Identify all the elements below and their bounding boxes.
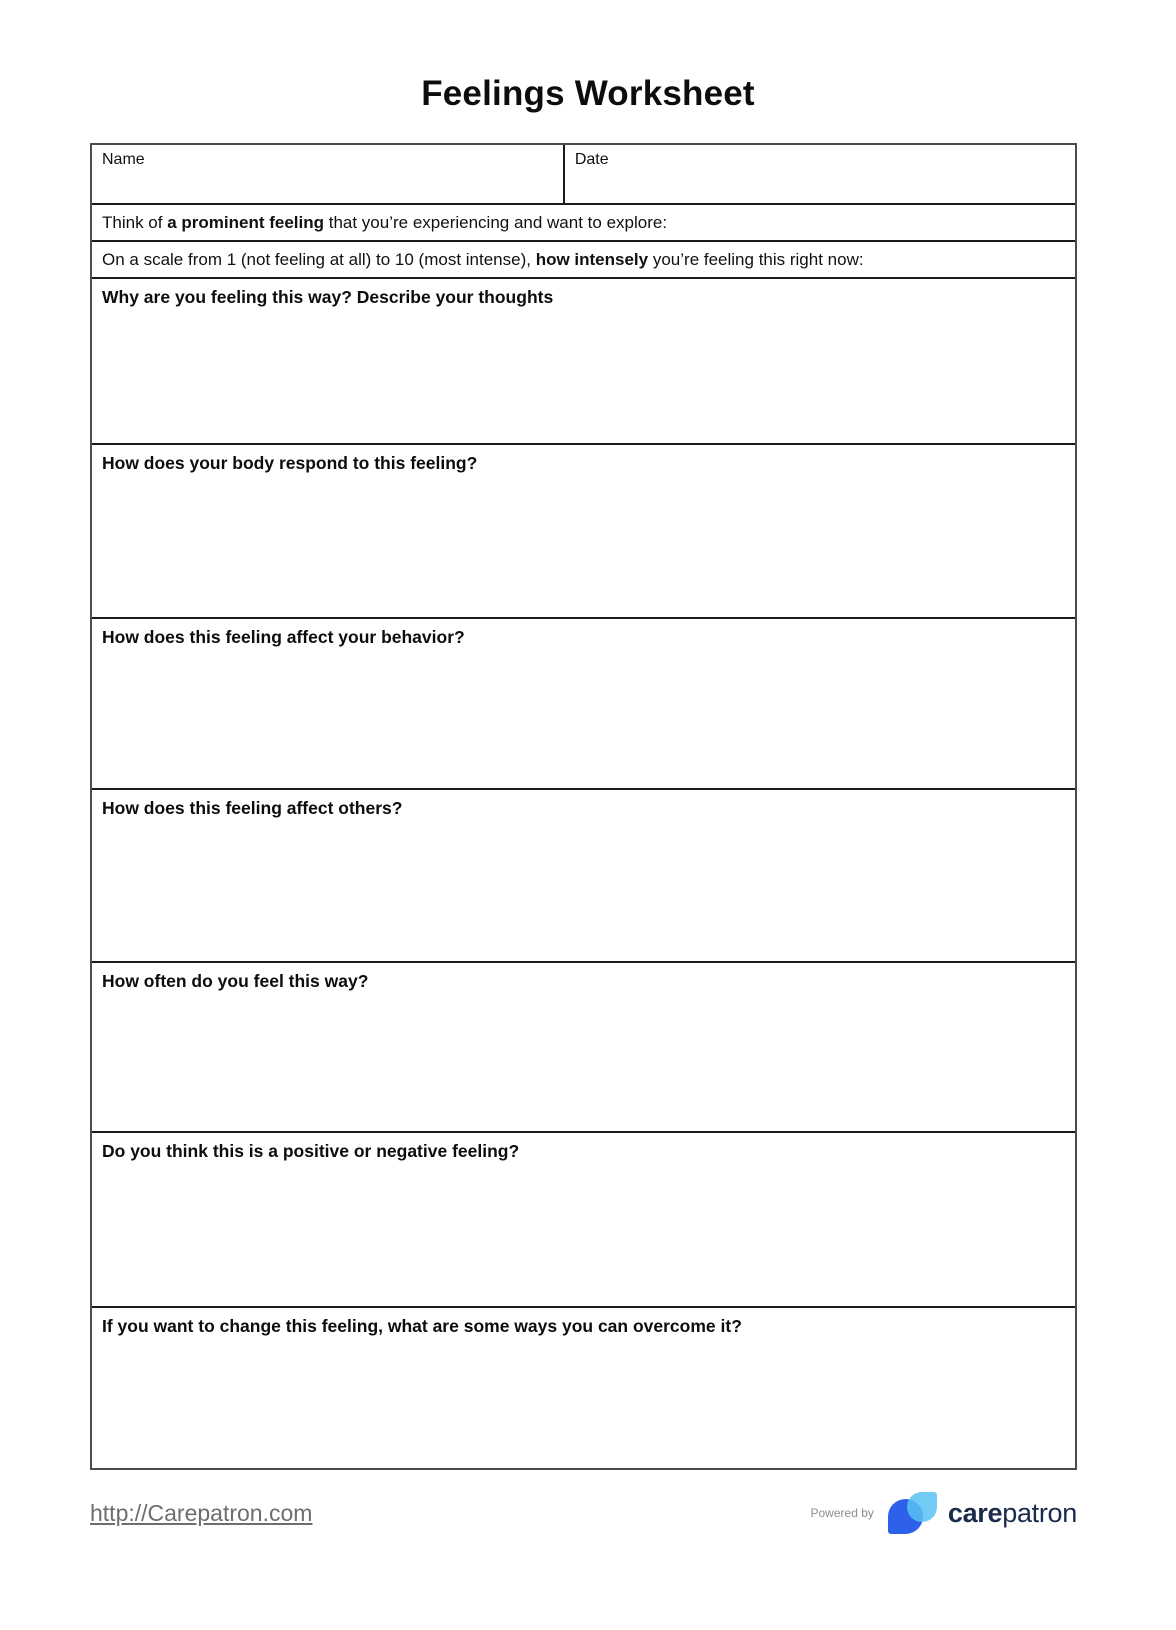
section-question: How does this feeling affect others? xyxy=(102,798,403,818)
section-question: How does your body respond to this feeling? xyxy=(102,453,478,473)
page-title: Feelings Worksheet xyxy=(421,74,755,113)
prompt-feeling-text: Think of a prominent feeling that you’re experiencing and want to explore: xyxy=(102,212,668,232)
carepatron-logo-icon xyxy=(888,1492,940,1534)
logo-bubble-light-icon xyxy=(907,1492,937,1522)
section-question: Do you think this is a positive or negative feeling? xyxy=(102,1141,520,1161)
powered-by-block xyxy=(811,1492,1078,1534)
name-date-row xyxy=(92,145,1075,205)
section-question: How often do you feel this way? xyxy=(102,971,369,991)
prominent-feeling-field[interactable] xyxy=(92,205,1075,242)
answer-area-overcome[interactable] xyxy=(92,1308,1075,1468)
carepatron-wordmark: carepatron xyxy=(947,1497,1077,1528)
answer-area-positive-negative[interactable] xyxy=(92,1133,1075,1308)
answer-area-body-response[interactable] xyxy=(92,445,1075,619)
carepatron-link[interactable]: http://Carepatron.com xyxy=(90,1499,313,1526)
powered-by-label: Powered by xyxy=(810,1506,874,1520)
answer-area-affect-others[interactable] xyxy=(92,790,1075,963)
prompt-scale-text: On a scale from 1 (not feeling at all) to 10 (most intense), how intensely you’re feeling this right now: xyxy=(102,249,864,269)
section-question: How does this feeling affect your behavior? xyxy=(102,627,465,647)
answer-area-behavior[interactable] xyxy=(92,619,1075,790)
date-label: Date xyxy=(574,151,609,168)
name-label: Name xyxy=(102,151,145,168)
name-field[interactable] xyxy=(92,145,565,203)
date-field[interactable] xyxy=(565,145,1075,203)
answer-area-frequency[interactable] xyxy=(92,963,1075,1133)
intensity-scale-field[interactable] xyxy=(92,242,1075,279)
section-question: Why are you feeling this way? Describe your thoughts xyxy=(102,287,554,307)
section-question: If you want to change this feeling, what are some ways you can overcome it? xyxy=(102,1316,742,1336)
worksheet-table xyxy=(90,143,1077,1470)
answer-area-why-feeling[interactable] xyxy=(92,279,1075,445)
page-footer xyxy=(90,1492,1077,1534)
